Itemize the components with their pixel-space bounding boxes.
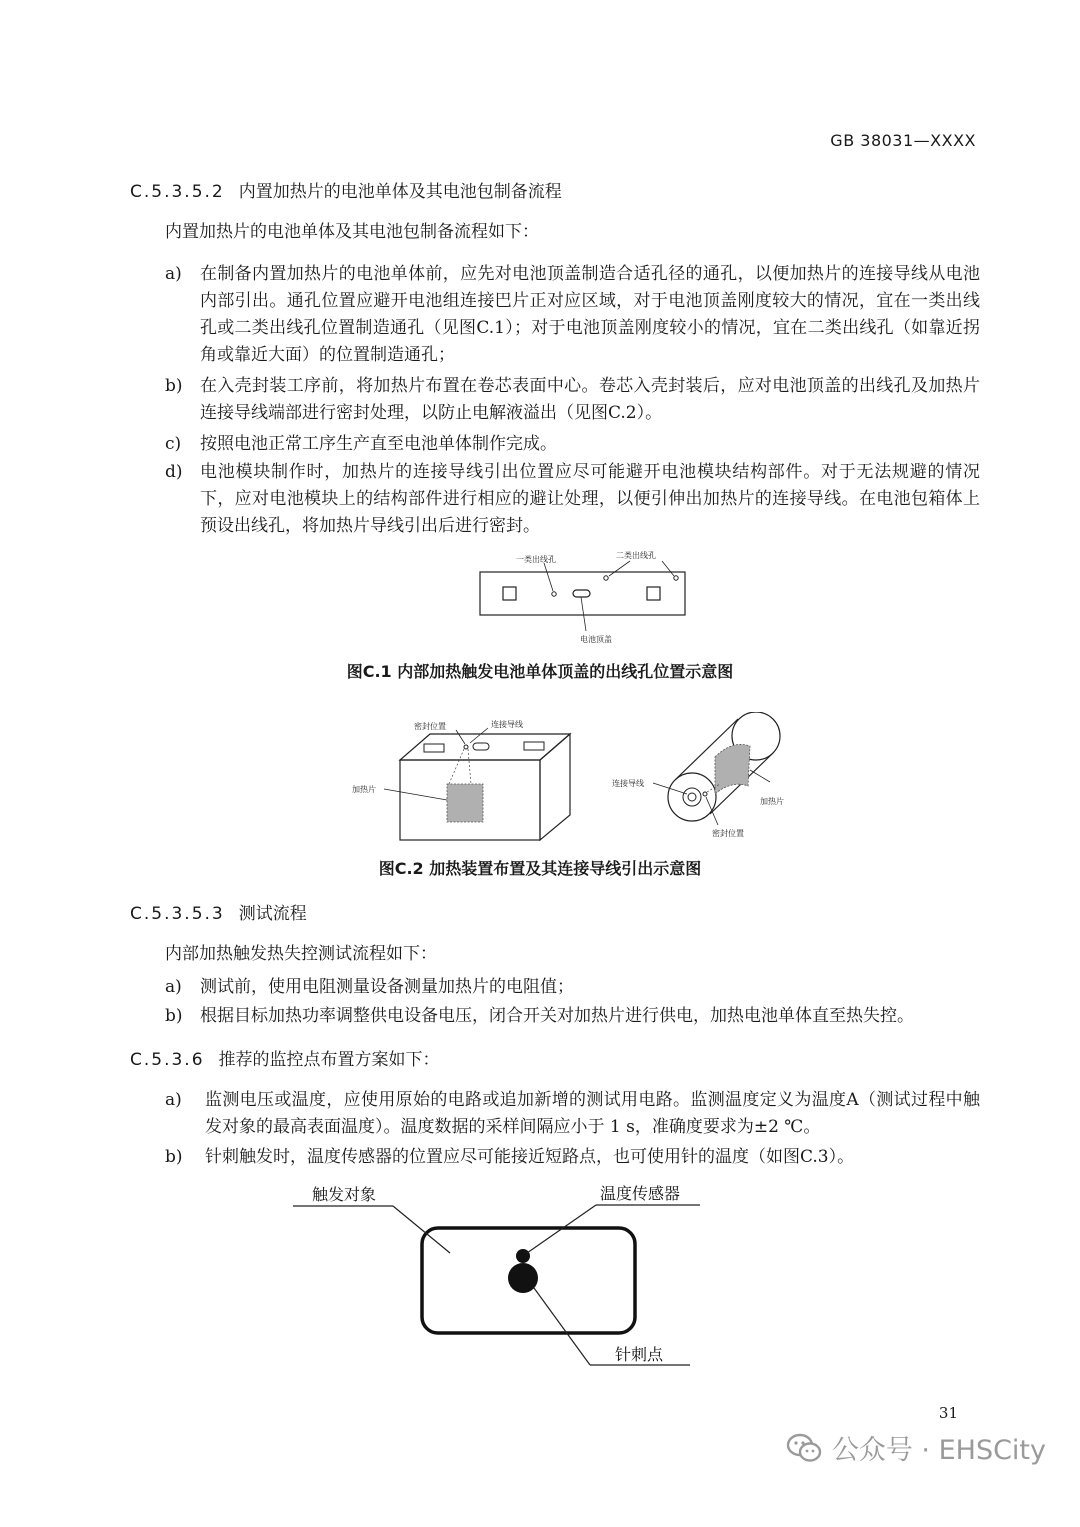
list-item <box>165 974 980 1001</box>
section-heading-c5352 <box>130 177 562 202</box>
list-item-text: 针刺触发时，温度传感器的位置应尽可能接近短路点，也可使用针的温度（如图C.3）。 <box>205 1147 855 1167</box>
seal-hole <box>464 745 468 749</box>
list-item-label: b) <box>165 1147 183 1167</box>
list-item-label: d) <box>165 462 183 482</box>
list-item-text: 根据目标加热功率调整供电设备电压，闭合开关对加热片进行供电，加热电池单体直至热失控。 <box>200 1006 914 1026</box>
section-title: 内置加热片的电池单体及其电池包制备流程 <box>238 182 562 202</box>
label-heater-right: 加热片 <box>760 797 784 806</box>
watermark <box>786 1428 1046 1467</box>
type1-hole <box>552 592 556 596</box>
label-wire-right: 连接导线 <box>612 779 644 788</box>
terminal-square-right <box>647 587 660 600</box>
type2-hole-left <box>604 576 608 580</box>
wire-dashed <box>449 749 464 784</box>
section-intro: 内部加热触发热失控测试流程如下： <box>165 944 437 964</box>
vent-slot <box>573 590 590 597</box>
list-item <box>165 1087 980 1141</box>
wechat-icon <box>786 1433 822 1463</box>
list-item <box>165 1144 980 1171</box>
list-item-label: b) <box>165 376 183 396</box>
page-number: 31 <box>938 1404 958 1422</box>
list-item-label: a) <box>165 977 182 997</box>
list-item-label: c) <box>165 434 182 454</box>
label-temperature-sensor: 温度传感器 <box>600 1184 681 1203</box>
watermark-text: 公众号 · EHSCity <box>831 1435 1046 1466</box>
list-item <box>165 261 980 369</box>
section-number: C.5.3.5.3 <box>130 904 225 924</box>
figure-c2-caption: 图C.2 加热装置布置及其连接导线引出示意图 <box>378 859 702 878</box>
list-item-text: 测试前，使用电阻测量设备测量加热片的电阻值； <box>200 977 574 997</box>
figure-c2 <box>340 712 800 847</box>
wire-dashed <box>468 749 471 784</box>
seal-hole-cylinder <box>703 792 707 796</box>
list-item-text: 按照电池正常工序生产直至电池单体制作完成。 <box>200 434 557 454</box>
list-item-text: 在入壳封装工序前，将加热片布置在卷芯表面中心。卷芯入壳封装后，应对电池顶盖的出线孔及加热片连接导线端部进行密封处理，以防止电解液溢出（见图C.2）。 <box>200 376 980 423</box>
list-item-label: a) <box>165 1090 182 1110</box>
leader-line <box>544 563 553 591</box>
leader-line <box>581 597 586 631</box>
battery-cell-box <box>400 734 570 840</box>
section-title: 推荐的监控点布置方案如下： <box>218 1050 440 1070</box>
leader-line <box>609 561 630 576</box>
leader-line <box>750 770 770 782</box>
heater-plate <box>447 784 483 822</box>
leader-line <box>534 1288 590 1365</box>
label-type2-hole: 二类出线孔 <box>616 551 656 560</box>
section-title: 测试流程 <box>238 904 307 924</box>
section-heading-c5353 <box>130 899 307 924</box>
label-trigger-object: 触发对象 <box>312 1185 377 1204</box>
section-heading-c536 <box>130 1045 440 1070</box>
figure-c1-caption: 图C.1 内部加热触发电池单体顶盖的出线孔位置示意图 <box>346 662 734 681</box>
leader-line <box>470 728 488 743</box>
heater-plate-cylinder <box>715 744 750 794</box>
type2-hole-right <box>674 576 678 580</box>
list-item-text: 电池模块制作时，加热片的连接导线引出位置应尽可能避开电池模块结构部件。对于无法规避的情况下，应对电池模块上的结构部件进行相应的避让处理，以便引伸出加热片的连接导线。在电池包箱体上预设出线孔，将加热片导线引出后进行密封。 <box>200 462 980 536</box>
label-heater-left: 加热片 <box>352 785 376 794</box>
label-top-cover: 电池顶盖 <box>580 635 612 644</box>
list-item <box>165 459 980 540</box>
leader-line <box>384 789 447 800</box>
list-item <box>165 431 980 458</box>
temperature-sensor <box>516 1249 530 1263</box>
section-number: C.5.3.5.2 <box>130 182 225 202</box>
list-item-text: 在制备内置加热片的电池单体前，应先对电池顶盖制造合适孔径的通孔，以便加热片的连接导线从电池内部引出。通孔位置应避开电池组连接巴片正对应区域，对于电池顶盖刚度较大的情况，宜在一类出线孔或二类出线孔位置制造通孔（见图C.1）；对于电池顶盖刚度较小的情况，宜在二类出线孔（如靠近拐角或靠近大面）的位置制造通孔； <box>200 264 980 365</box>
leader-line <box>662 561 674 576</box>
label-type1-hole: 一类出线孔 <box>516 555 556 564</box>
list-item-label: b) <box>165 1006 183 1026</box>
figure-c3 <box>290 1178 710 1378</box>
label-seal-left: 密封位置 <box>414 722 446 731</box>
list-item <box>165 373 980 427</box>
label-nail-point: 针刺点 <box>615 1345 664 1364</box>
figure-c1 <box>470 545 700 650</box>
terminal-square-left <box>503 587 516 600</box>
section-number: C.5.3.6 <box>130 1050 205 1070</box>
section-intro: 内置加热片的电池单体及其电池包制备流程如下： <box>165 222 539 242</box>
label-seal-right: 密封位置 <box>712 829 744 838</box>
list-item <box>165 1003 980 1030</box>
standard-code: GB 38031—XXXX <box>830 131 976 150</box>
leader-line <box>456 730 465 744</box>
leader-line <box>653 783 687 794</box>
list-item-text: 监测电压或温度，应使用原始的电路或追加新增的测试用电路。监测温度定义为温度A（测试过程中触发对象的最高表面温度）。温度数据的采样间隔应小于 1 s，准确度要求为±2 ℃。 <box>205 1090 980 1137</box>
label-wire-left: 连接导线 <box>491 720 523 729</box>
nail-point <box>508 1263 538 1293</box>
list-item-label: a) <box>165 264 182 284</box>
